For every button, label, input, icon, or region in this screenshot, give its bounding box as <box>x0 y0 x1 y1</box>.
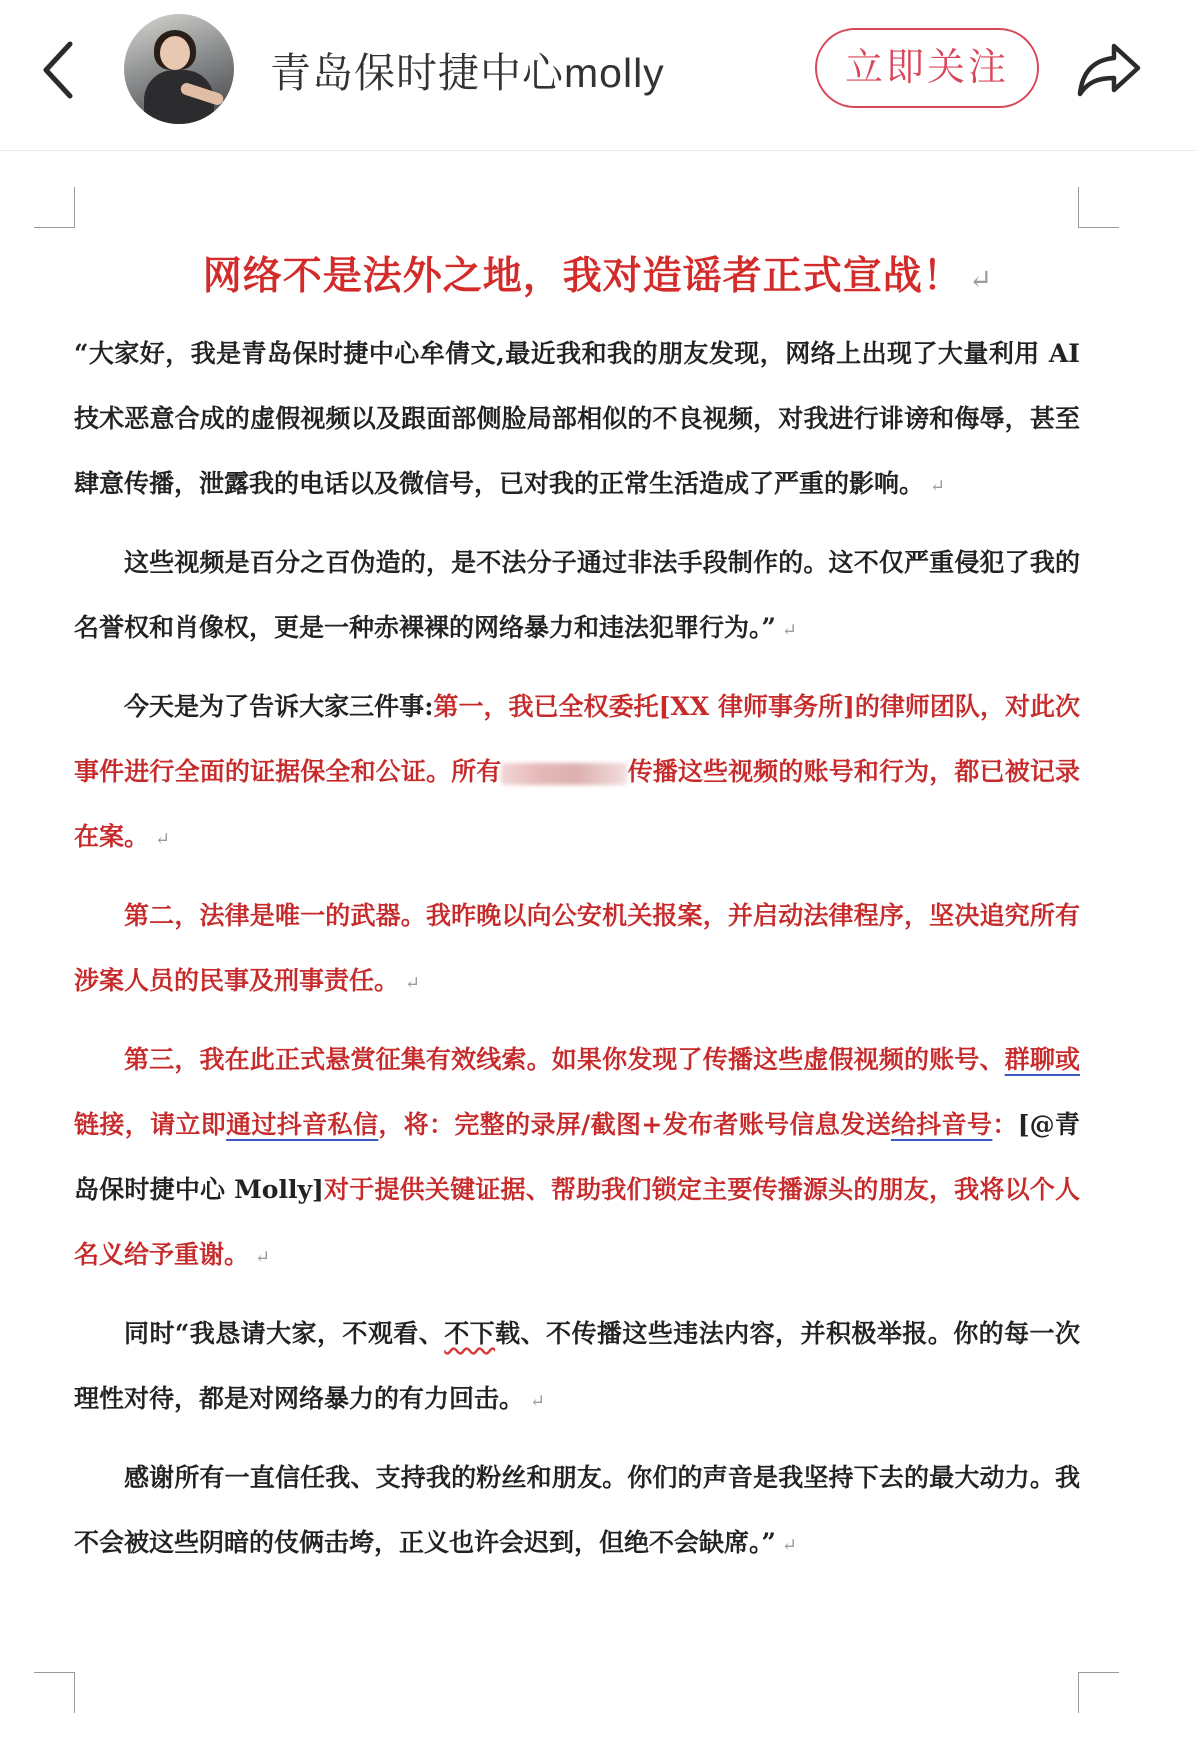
redacted-blur <box>501 763 627 785</box>
share-button[interactable] <box>1074 38 1144 102</box>
underlined-text: 给抖音号 <box>890 1110 993 1139</box>
paragraph-mark-icon: ↵ <box>968 263 994 296</box>
paragraph-3: 今天是为了告诉大家三件事:第一，我已全权委托[XX 律师事务所]的律师团队，对此次事件进行全面的证据保全和公证。所有 传播这些视频的账号和行为，都已被记录在案。 ↵ <box>74 692 1080 851</box>
douyin-handle: [@青岛保时捷中心 Molly] <box>74 1110 1080 1204</box>
paragraph-1: “大家好，我是青岛保时捷中心牟倩文,最近我和我的朋友发现，网络上出现了大量利用 AI 技术恶意合成的虚假视频以及跟面部侧脸局部相似的不良视频，对我进行诽谤和侮辱，甚至肆意传播，泄露我的电话以及微信号，已对我的正常生活造成了严重的影响。 ↵ <box>74 339 1080 498</box>
underlined-text: 群聊或 <box>1004 1045 1080 1074</box>
document-page <box>0 151 1196 1759</box>
underlined-text: 通过抖音私信 <box>226 1110 379 1139</box>
paragraph-7: 感谢所有一直信任我、支持我的粉丝和朋友。你们的声音是我坚持下去的最大动力。我不会被这些阴暗的伎俩击垮，正义也许会迟到，但绝不会缺席。” ↵ <box>74 1463 1080 1557</box>
back-button[interactable] <box>38 38 82 102</box>
avatar[interactable] <box>124 14 234 124</box>
share-arrow-icon <box>1074 38 1144 102</box>
paragraph-6: 同时“我恳请大家，不观看、不下载、不传播这些违法内容，并积极举报。你的每一次理性对待，都是对网络暴力的有力回击。 ↵ <box>74 1319 1080 1413</box>
document-body <box>74 321 1080 1589</box>
chevron-left-icon <box>38 38 82 102</box>
page-corner-mark <box>1078 1672 1119 1713</box>
page-corner-mark <box>34 1672 75 1713</box>
spellcheck-squiggle: 不下 <box>444 1319 496 1348</box>
top-app-bar <box>0 0 1196 151</box>
paragraph-4: 第二，法律是唯一的武器。我昨晚以向公安机关报案，并启动法律程序，坚决追究所有涉案人员的民事及刑事责任。 ↵ <box>74 901 1080 995</box>
paragraph-5: 第三，我在此正式悬赏征集有效线索。如果你发现了传播这些虚假视频的账号、群聊或链接，请立即通过抖音私信，将：完整的录屏/截图+发布者账号信息发送给抖音号：[@青岛保时捷中心 Molly]对于提供关键证据、帮助我们锁定主要传播源头的朋友，我将以个人名义给予重谢。 ↵ <box>74 1045 1080 1269</box>
account-name[interactable]: 青岛保时捷中心molly <box>270 50 665 96</box>
page-corner-mark <box>1078 187 1119 228</box>
follow-button[interactable]: 立即关注 <box>815 28 1039 108</box>
paragraph-2: 这些视频是百分之百伪造的，是不法分子通过非法手段制作的。这不仅严重侵犯了我的名誉权和肖像权，更是一种赤裸裸的网络暴力和违法犯罪行为。” ↵ <box>74 548 1080 642</box>
document-title: 网络不是法外之地，我对造谣者正式宣战！ ↵ <box>202 253 994 299</box>
page-corner-mark <box>34 187 75 228</box>
